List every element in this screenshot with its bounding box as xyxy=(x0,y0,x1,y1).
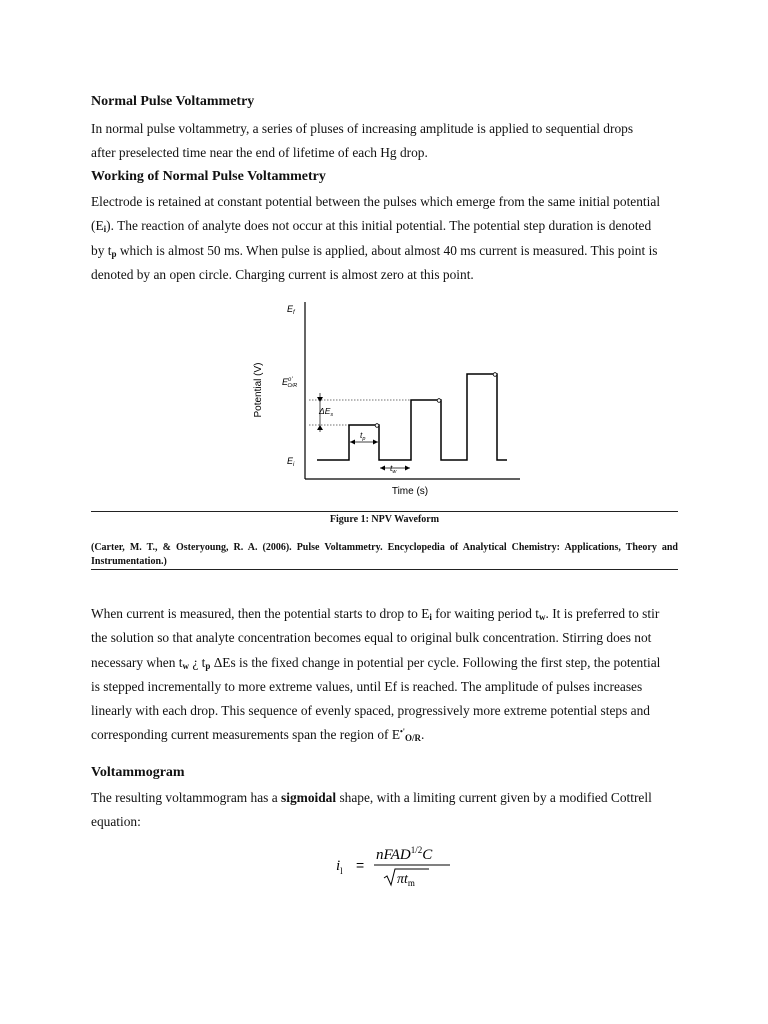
equation-lhs: $i_l$ xyxy=(336,858,343,876)
caption-top-rule xyxy=(91,511,678,512)
label-tp: $t_p$ xyxy=(360,430,366,442)
figure-citation: (Carter, M. T., & Osteryoung, R. A. (2006). Pulse Voltammetry. Encyclopedia of Analytical Chemistry: Applications, Theory and Instrumentation.) xyxy=(91,542,678,567)
paragraph-working xyxy=(91,190,678,287)
text-line: equation: xyxy=(91,814,141,830)
text-line: after preselected time near the end of lifetime of each Hg drop. xyxy=(91,145,428,161)
label-eor: $E^{o'}$ O/R xyxy=(282,377,298,389)
text-line: corresponding current measurements span the region of $E^{•'}_{O/R}$. xyxy=(91,727,425,744)
equation-denominator: $\pi t_m$ xyxy=(397,872,415,888)
heading-normal-pulse-voltammetry: Normal Pulse Voltammetry xyxy=(91,94,255,109)
paragraph-voltammogram xyxy=(91,786,678,835)
equation-equals: = xyxy=(356,857,365,873)
caption-bottom-rule xyxy=(91,569,678,570)
text-line: The resulting voltammogram has a sigmoidal shape, with a limiting current given by a modified Cottrell xyxy=(91,790,652,805)
text-line: Electrode is retained at constant potential between the pulses which emerge from the same initial potential xyxy=(91,194,661,209)
y-axis-label: Potential (V) xyxy=(253,362,264,418)
text-line: $(E_i)$. The reaction of analyte does not occur at this initial potential. The potential step duration is denoted xyxy=(91,218,652,235)
text-line: linearly with each drop. This sequence of evenly spaced, progressively more extreme potential steps and xyxy=(91,703,650,719)
text-line: denoted by an open circle. Charging current is almost zero at this point. xyxy=(91,266,474,282)
heading-voltammogram: Voltammogram xyxy=(91,765,185,780)
paragraph-measurement xyxy=(91,602,678,748)
text-line: When current is measured, then the potential starts to drop to $E_i$ for waiting period $t_w$. It is preferred to stir xyxy=(91,606,660,622)
measurement-point xyxy=(437,399,441,403)
text-line: is stepped incrementally to more extreme values, until Ef is reached. The amplitude of pulses increases xyxy=(91,678,643,694)
text-line: necessary when $t_w$ ¿ $t_p$ ΔEs is the fixed change in potential per cycle. Following the first step, the potential xyxy=(91,654,661,671)
x-axis-label: Time (s) xyxy=(391,486,429,497)
equation-numerator: nFAD$^{1/2}$C xyxy=(376,845,433,863)
measurement-point xyxy=(375,424,379,428)
text-line: the solution so that analyte concentration becomes equal to original bulk concentration. Stirring does not xyxy=(91,630,652,646)
heading-working: Working of Normal Pulse Voltammetry xyxy=(91,169,326,184)
measurement-point xyxy=(493,373,497,377)
label-delta-es: $\Delta E_s$ xyxy=(319,406,334,418)
npv-waveform-figure xyxy=(245,292,527,502)
text-line: In normal pulse voltammetry, a series of pluses of increasing amplitude is applied to sequential drops xyxy=(91,121,634,136)
paragraph-intro xyxy=(91,117,678,166)
label-ef: $E_f$ xyxy=(287,304,295,316)
label-ei: $E_i$ xyxy=(287,456,295,468)
text-line: by $t_p$ which is almost 50 ms. When pulse is applied, about almost 40 ms current is measured. This point is xyxy=(91,242,658,259)
cottrell-equation xyxy=(334,840,454,890)
label-tw: $t_w$ xyxy=(390,463,397,475)
figure-caption: Figure 1: NPV Waveform xyxy=(329,514,440,525)
